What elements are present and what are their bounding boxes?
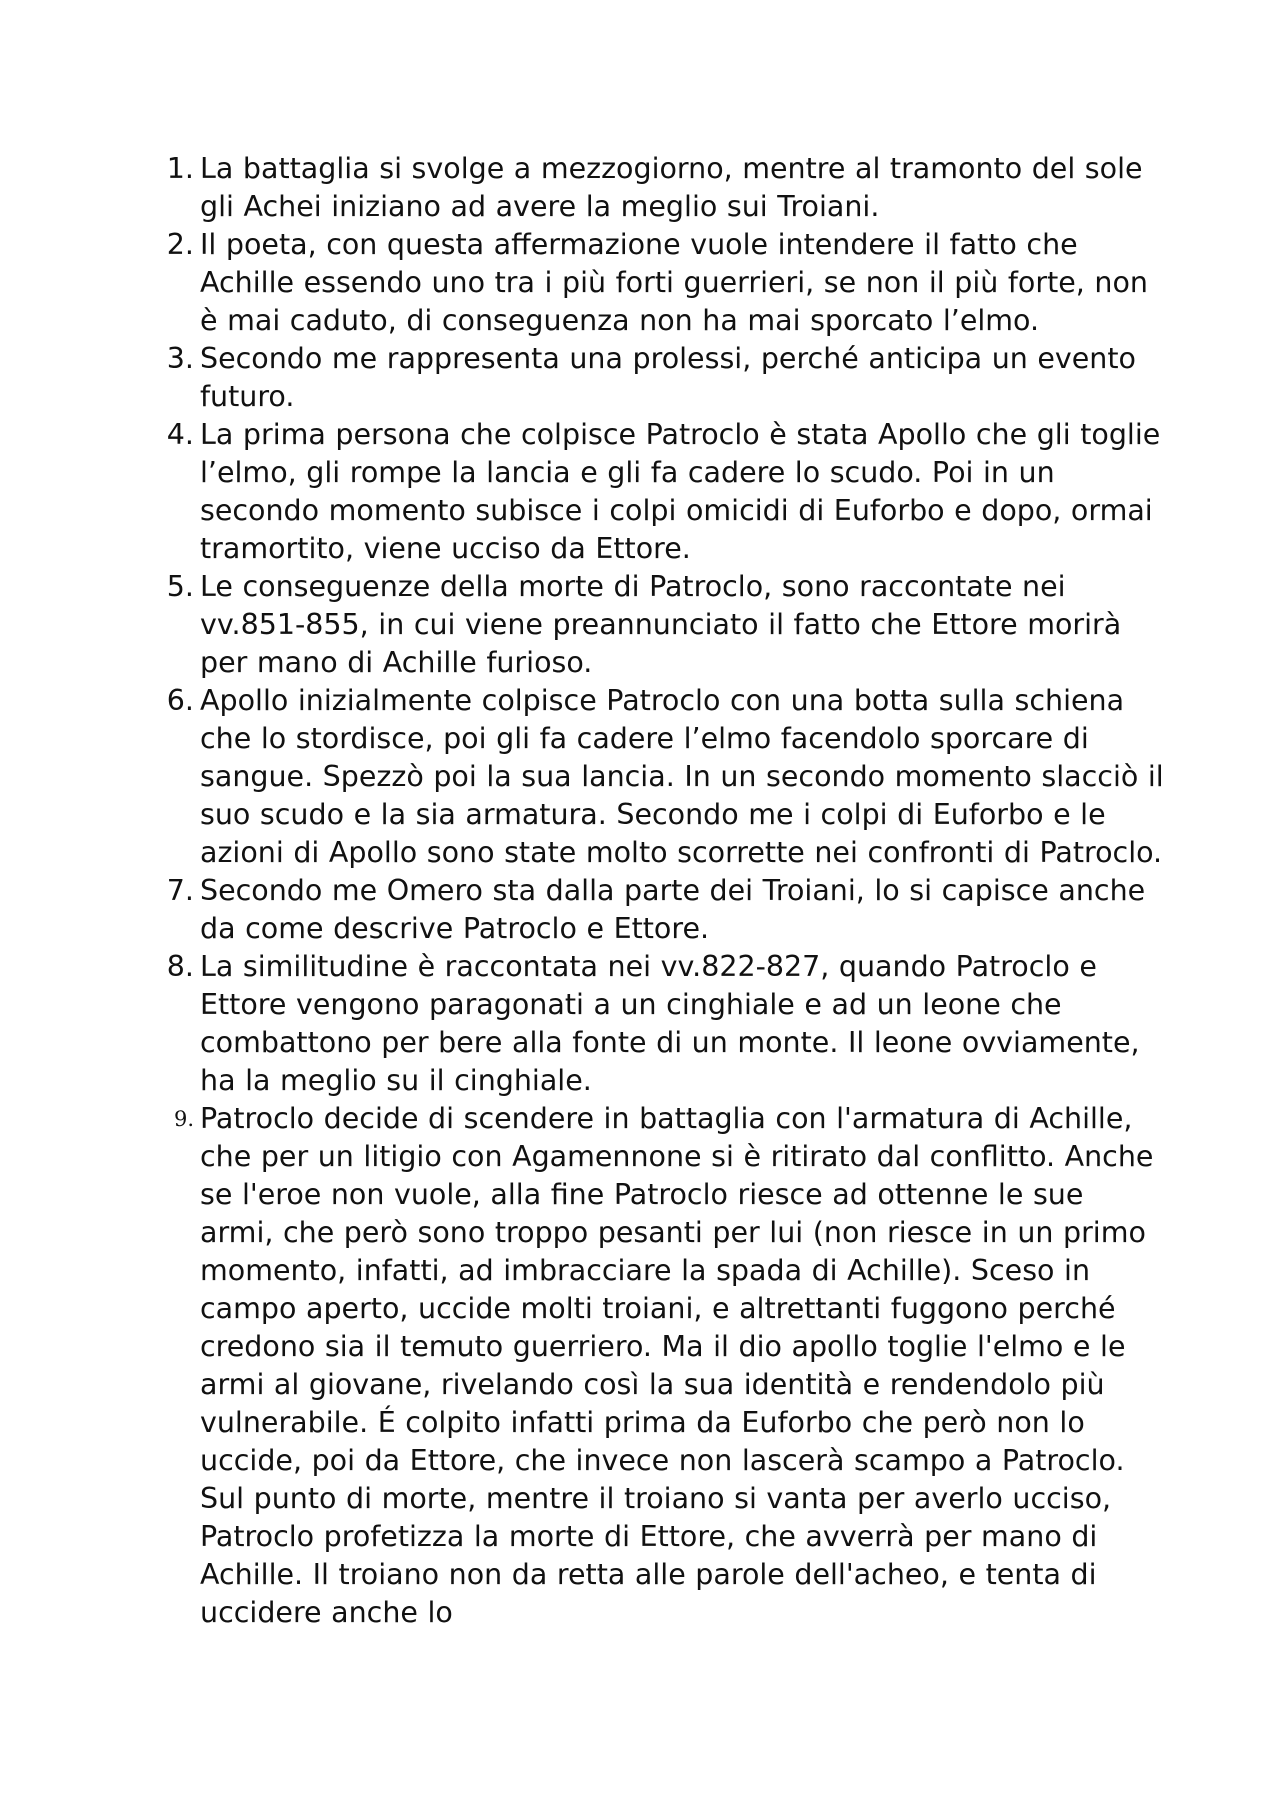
item-number: 1. [166,152,194,185]
list-item [156,568,1166,682]
list-item [156,1100,1166,1632]
item-text: Apollo inizialmente colpisce Patroclo con una botta sulla schiena che lo stordisce, poi gli fa cadere l’elmo facendolo sporcare di sangue. Spezzò poi la sua lancia. In un secondo momento slacciò il suo scudo e la sia armatura. Secondo me i colpi di Euforbo e le azioni di Apollo sono state molto scorrette nei confronti di Patroclo. [200,684,1164,869]
item-number: 5. [166,570,194,603]
item-text: Secondo me Omero sta dalla parte dei Troiani, lo si capisce anche da come descrive Patroclo e Ettore. [200,874,1146,945]
answer-list [156,150,1166,1632]
item-text: La similitudine è raccontata nei vv.822-827, quando Patroclo e Ettore vengono paragonati a un cinghiale e ad un leone che combattono per bere alla fonte di un monte. Il leone ovviamente, ha la meglio su il cinghiale. [200,950,1140,1097]
item-number: 4. [166,418,194,451]
list-item [156,150,1166,226]
item-text: La prima persona che colpisce Patroclo è stata Apollo che gli toglie l’elmo, gli rompe la lancia e gli fa cadere lo scudo. Poi in un secondo momento subisce i colpi omicidi di Euforbo e dopo, ormai tramortito, viene ucciso da Ettore. [200,418,1161,565]
list-item [156,226,1166,340]
item-text: Il poeta, con questa affermazione vuole intendere il fatto che Achille essendo uno tra i più forti guerrieri, se non il più forte, non è mai caduto, di conseguenza non ha mai sporcato l’elmo. [200,228,1148,337]
list-item [156,340,1166,416]
list-item [156,416,1166,568]
item-number: 3. [166,342,194,375]
item-text: Secondo me rappresenta una prolessi, perché anticipa un evento futuro. [200,342,1136,413]
item-number: 6. [166,684,194,717]
item-text: Le conseguenze della morte di Patroclo, sono raccontate nei vv.851-855, in cui viene preannunciato il fatto che Ettore morirà per mano di Achille furioso. [200,570,1122,679]
item-text: Patroclo decide di scendere in battaglia con l'armatura di Achille, che per un litigio con Agamennone si è ritirato dal conflitto. Anche se l'eroe non vuole, alla fine Patroclo riesce ad ottenne le sue armi, che però sono troppo pesanti per lui (non riesce in un primo momento, infatti, ad imbracciare la spada di Achille). Sceso in campo aperto, uccide molti troiani, e altrettanti fuggono perché credono sia il temuto guerriero. Ma il dio apollo toglie l'elmo e le armi al giovane, rivelando così la sua identità e rendendolo più vulnerabile. É colpito infatti prima da Euforbo che però non lo uccide, poi da Ettore, che invece non lascerà scampo a Patroclo. Sul punto di morte, mentre il troiano si vanta per averlo ucciso, Patroclo profetizza la morte di Ettore, che avverrà per mano di Achille. Il troiano non da retta alle parole dell'acheo, e tenta di uccidere anche lo [200,1102,1154,1629]
item-number: 2. [166,228,194,261]
item-number: 9. [173,1107,194,1131]
list-item [156,682,1166,872]
list-item [156,948,1166,1100]
item-text: La battaglia si svolge a mezzogiorno, mentre al tramonto del sole gli Achei iniziano ad avere la meglio sui Troiani. [200,152,1143,223]
list-item [156,872,1166,948]
item-number: 8. [166,950,194,983]
item-number: 7. [166,874,194,907]
